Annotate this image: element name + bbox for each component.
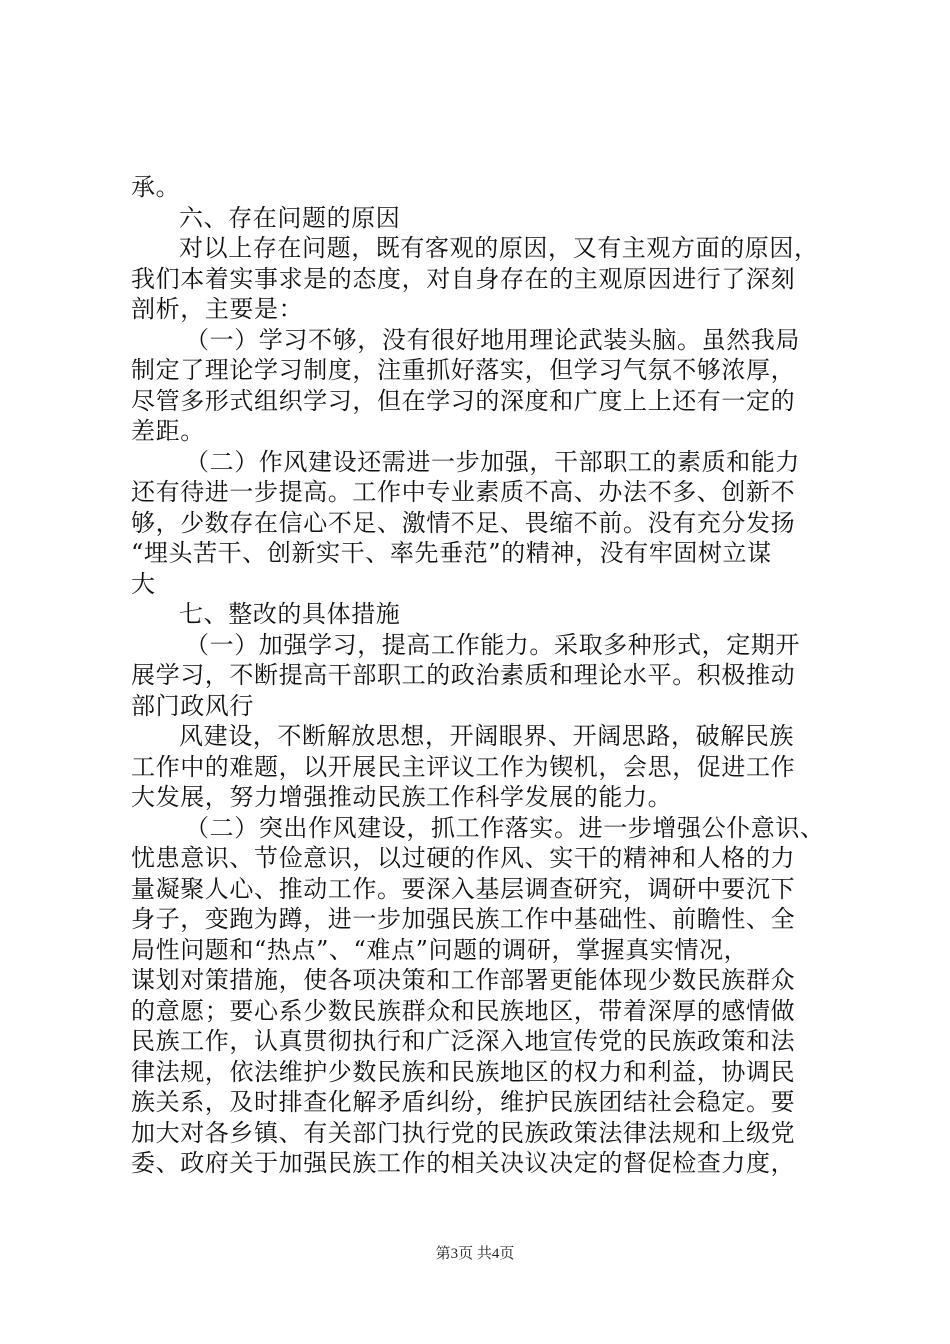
text-line: 我们本着实事求是的态度，对自身存在的主观原因进行了深刻 <box>131 264 796 293</box>
text-line: （一）加强学习，提高工作能力。采取多种形式，定期开 <box>185 630 800 659</box>
text-line: 还有待进一步提高。工作中专业素质不高、办法不多、创新不 <box>131 478 796 506</box>
text-line: 大发展，努力增强推动民族工作科学发展的能力。 <box>131 783 673 811</box>
text-line: 身子，变跑为蹲，进一步加强民族工作中基础性、前瞻性、全 <box>131 905 796 933</box>
text-line: 大 <box>131 569 156 598</box>
text-line: “埋头苦干、创新实干、率先垂范”的精神，没有牢固树立谋 <box>131 539 772 567</box>
text-line: 加大对各乡镇、有关部门执行党的民族政策法律法规和上级党 <box>131 1118 796 1147</box>
document-body <box>131 172 831 1179</box>
text-line: （二）作风建设还需进一步加强，干部职工的素质和能力 <box>185 447 800 476</box>
section-heading: 七、整改的具体措施 <box>179 600 401 628</box>
text-line: 展学习，不断提高干部职工的政治素质和理论水平。积极推动 <box>131 661 796 689</box>
text-line: 谋划对策措施，使各项决策和工作部署更能体现少数民族群众 <box>131 966 796 994</box>
text-line: 尽管多形式组织学习，但在学习的深度和广度上上还有一定的 <box>131 386 796 415</box>
text-line: 局性问题和“热点”、“难点”问题的调研，掌握真实情况， <box>131 935 749 964</box>
text-line: 民族工作，认真贯彻执行和广泛深入地宣传党的民族政策和法 <box>131 1027 796 1055</box>
text-line: （二）突出作风建设，抓工作落实。进一步增强公仆意识、 <box>185 813 825 842</box>
text-line: 对以上存在问题，既有客观的原因，又有主观方面的原因， <box>179 234 819 262</box>
text-line: 族关系，及时排查化解矛盾纠纷，维护民族团结社会稳定。要 <box>131 1088 796 1116</box>
text-line: （一）学习不够，没有很好地用理论武装头脑。虽然我局 <box>185 325 800 354</box>
text-line: 忧患意识、节俭意识，以过硬的作风、实干的精神和人格的力 <box>131 844 796 872</box>
text-line: 律法规，依法维护少数民族和民族地区的权力和利益，协调民 <box>131 1057 796 1086</box>
text-line: 够，少数存在信心不足、激情不足、畏缩不前。没有充分发扬 <box>131 508 796 537</box>
text-line: 风建设，不断解放思想，开阔眼界、开阔思路，破解民族 <box>179 722 794 750</box>
text-line: 工作中的难题，以开展民主评议工作为锲机，会思，促进工作 <box>131 752 796 781</box>
text-line: 承。 <box>131 173 181 201</box>
text-line: 制定了理论学习制度，注重抓好落实，但学习气氛不够浓厚， <box>131 356 796 384</box>
page-number-footer: 第3页 共4页 <box>435 1246 515 1262</box>
text-line: 剖析，主要是： <box>131 295 304 323</box>
text-line: 部门政风行 <box>131 691 254 720</box>
text-line: 差距。 <box>131 417 205 445</box>
section-heading: 六、存在问题的原因 <box>179 203 401 232</box>
text-line: 的意愿；要心系少数民族群众和民族地区，带着深厚的感情做 <box>131 996 796 1025</box>
text-line: 委、政府关于加强民族工作的相关决议决定的督促检查力度， <box>131 1149 796 1177</box>
text-line: 量凝聚人心、推动工作。要深入基层调查研究，调研中要沉下 <box>131 874 796 903</box>
